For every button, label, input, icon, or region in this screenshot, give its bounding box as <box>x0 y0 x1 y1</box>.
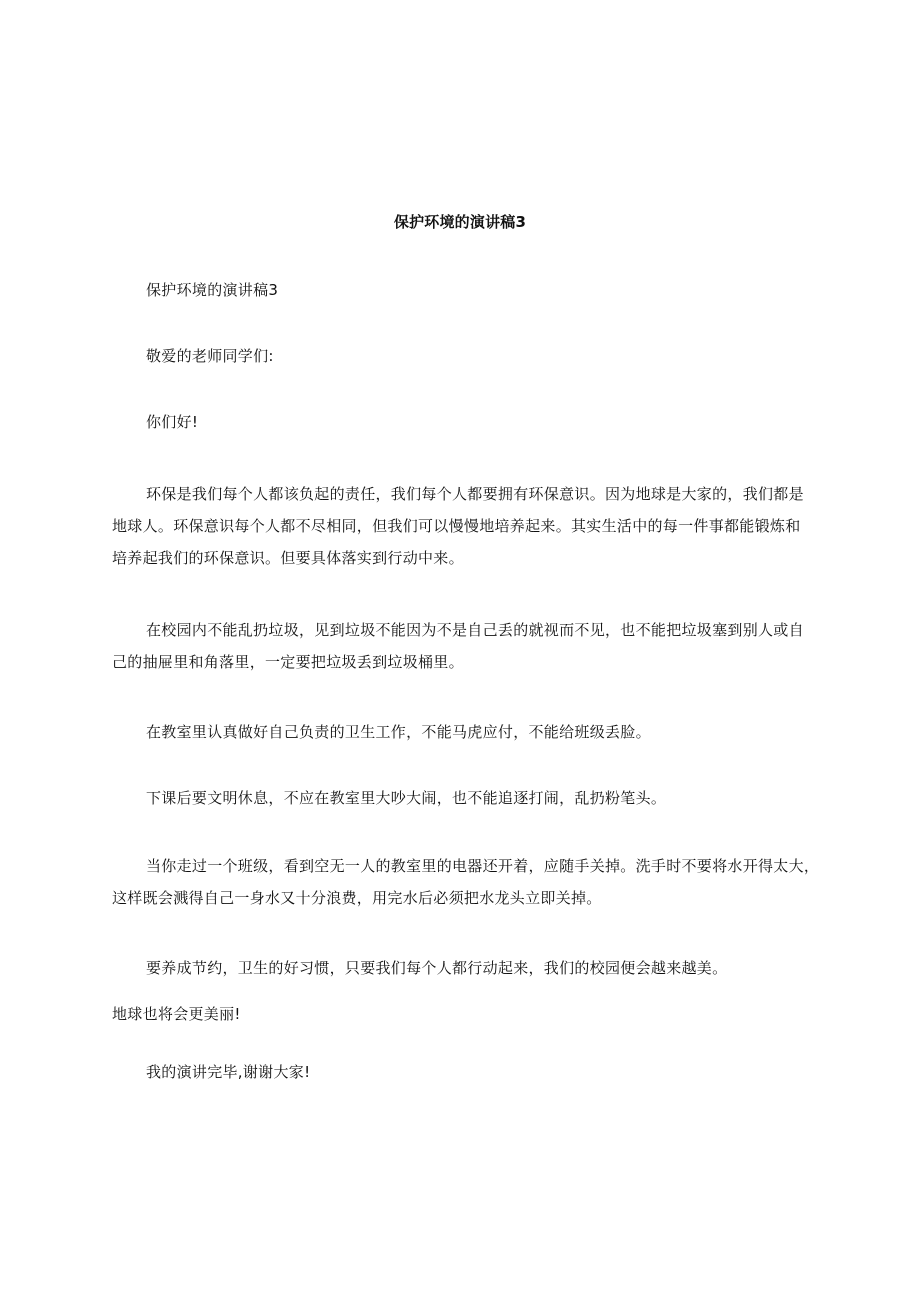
paragraph-line: 当你走过一个班级，看到空无一人的教室里的电器还开着，应随手关掉。洗手时不要将水开得太大， <box>146 857 820 875</box>
hello-paragraph: 你们好! <box>146 413 199 431</box>
paragraph-good-habits: 要养成节约，卫生的好习惯，只要我们每个人都行动起来，我们的校园便会越来越美。 <box>146 959 728 977</box>
paragraph-break-time: 下课后要文明休息，不应在教室里大吵大闹，也不能追逐打闹，乱扔粉笔头。 <box>146 789 667 807</box>
paragraph-line: 在校园内不能乱扔垃圾，见到垃圾不能因为不是自己丢的就视而不见，也不能把垃圾塞到别人或自 <box>146 621 804 639</box>
greeting-paragraph: 敬爱的老师同学们: <box>146 347 274 365</box>
paragraph-good-habits-continued: 地球也将会更美丽! <box>112 1005 241 1023</box>
paragraph-litter <box>112 614 820 678</box>
paragraph-line: 地球人。环保意识每个人都不尽相同，但我们可以慢慢地培养起来。其实生活中的每一件事都能锻炼和 <box>112 517 801 535</box>
paragraph-line: 环保是我们每个人都该负起的责任，我们每个人都要拥有环保意识。因为地球是大家的，我们都是 <box>146 485 804 503</box>
closing-paragraph: 我的演讲完毕,谢谢大家! <box>146 1063 311 1081</box>
paragraph-saving-resources <box>112 850 820 914</box>
paragraph-line: 培养起我们的环保意识。但要具体落实到行动中来。 <box>112 549 464 567</box>
paragraph-environmental-awareness <box>112 478 820 574</box>
page-title: 保护环境的演讲稿3 <box>393 213 527 231</box>
paragraph-classroom-cleaning: 在教室里认真做好自己负责的卫生工作，不能马虎应付，不能给班级丢脸。 <box>146 723 651 741</box>
paragraph-line: 这样既会溅得自己一身水又十分浪费，用完水后必须把水龙头立即关掉。 <box>112 889 602 907</box>
subtitle-paragraph: 保护环境的演讲稿3 <box>146 281 279 299</box>
paragraph-line: 己的抽屉里和角落里，一定要把垃圾丢到垃圾桶里。 <box>112 653 464 671</box>
